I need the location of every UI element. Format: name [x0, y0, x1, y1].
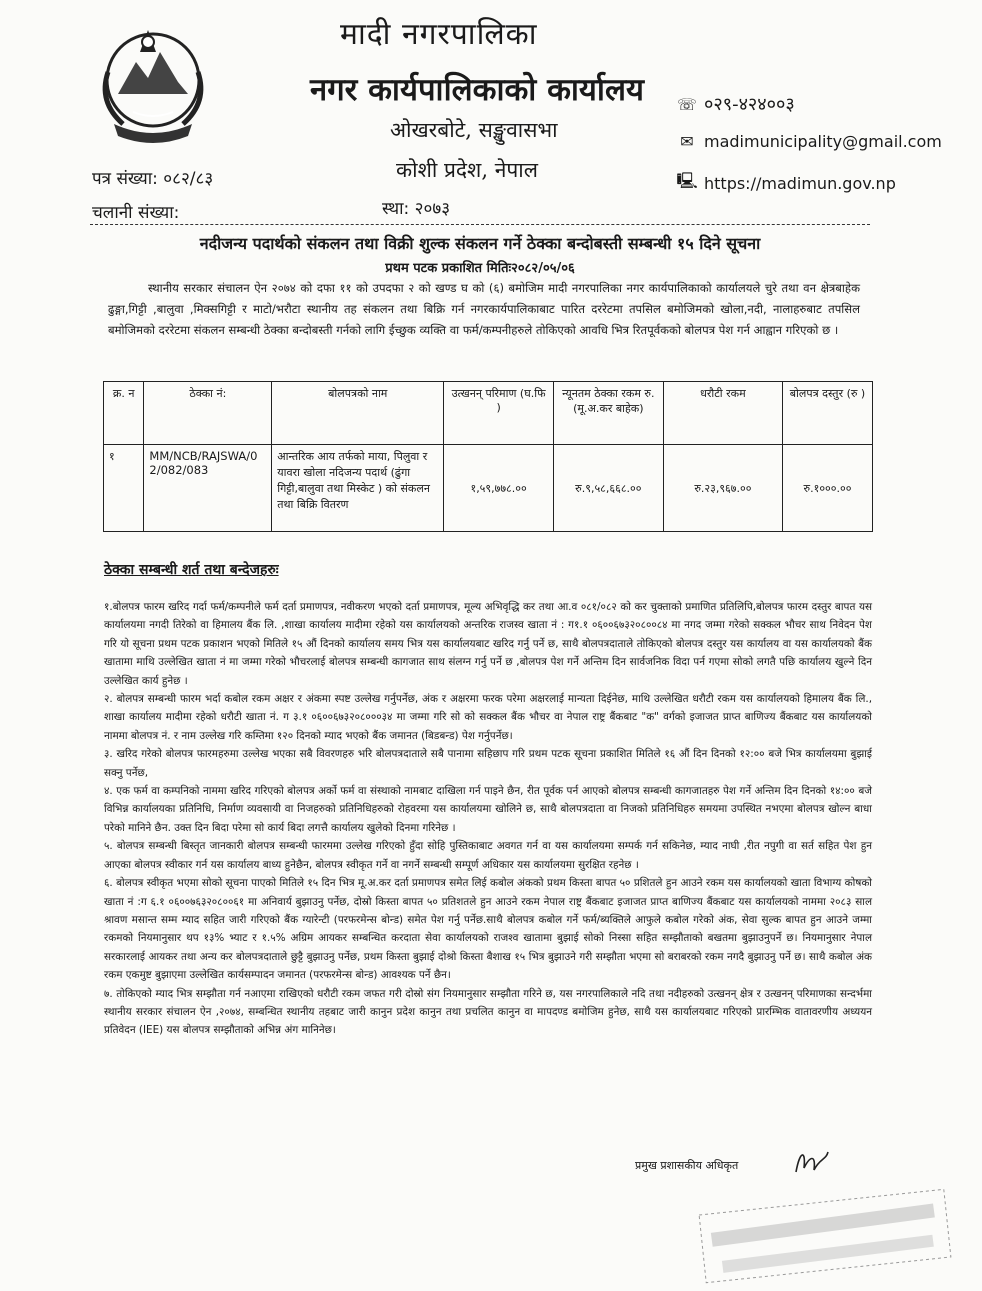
cell-sn: १ — [104, 445, 144, 532]
signatory-title: प्रमुख प्रशासकीय अधिकृत — [635, 1159, 739, 1172]
office-name: नगर कार्यपालिकाको कार्यालय — [310, 72, 644, 108]
cell-min-amount: रु.९,५८,६६८.०० — [553, 445, 663, 532]
col-header-deposit: धरौटी रकम — [663, 382, 782, 445]
address-line-2: कोशी प्रदेश, नेपाल — [396, 158, 538, 182]
cell-deposit: रु.२३,९६७.०० — [663, 445, 782, 532]
phone-number: ०२९-४२४००३ — [704, 94, 795, 115]
condition-item: ४. एक फर्म वा कम्पनिको नाममा खरिद गरिएको बोलपत्र अर्को फर्म वा संस्थाको नामबाट दाखिला गर्न पाइने छैन, रीत पूर्वक पर्न आएको बोलपत्र सम्बन्धी कागजातहरु पेश गर्ने अन्तिम दिन दिनको १४:०० बजे विभिन्न कार्यालयका प्रतिनिधि, निर्माण व्यवसायी वा निजहरुको प्रतिनिधिहरुको रोहवरमा यस कार्यालयमा खोलिने छ, साथै बोलपत्रदाता वा निजको प्रतिनिधिहरु समयमा उपस्थित नभएमा बोलपत्र खोल्न बाधा परेको मानिने छैन. उक्त दिन बिदा परेमा सो कार्य बिदा लगत्तै कार्यालय खुलेको दिनमा गरिनेछ । — [104, 785, 872, 834]
col-header-contract-no: ठेक्का नं: — [144, 382, 272, 445]
nepal-emblem-logo — [78, 12, 228, 152]
col-header-bid-name: बोलपत्रको नाम — [272, 382, 444, 445]
published-date: प्रथम पटक प्रकाशित मितिः२०८२/०५/०६ — [385, 261, 575, 276]
condition-item: ६. बोलपत्र स्वीकृत भएमा सोको सूचना पाएको मितिले १५ दिन भित्र मू.अ.कर दर्ता प्रमाणपत्र समेत लिई कबोल अंकको प्रथम किस्ता बापत ५० प्रशितले हुन आउने रकम यस कार्यालयको खाता विभाग्य कोषको खाता नं :ग ६.१ ०६००७६३२०८००६१ मा अनिवार्य बुझाउनु पर्नेछ, दोस्रो किस्ता बापत ५० प्रतिशतले हुन आउने रकम नेपाल राष्ट्र बैंकबाट इजाजत प्राप्त बाणिज्य बैंकबाट यस कार्यालयको नाममा २०८३ साल श्रावण मसान्त सम्म म्याद सहित जारी गरिएको बैंक ग्यारेन्टी (परफरमेन्स बोन्ड) समेत पेश गर्नु पर्नेछ.साथै बोलपत्र कबोल गर्ने फर्म/ब्यक्तिले आफुले कबोल गरेको अंक, सेवा सुल्क बापत हुन आउने जम्मा रकमको नियमानुसार थप १३% भ्याट र १.५% अग्रिम आयकर सम्बन्धित करदाता सेवा कार्यालयको राजश्व खातामा बुझाई सोको निस्सा सहित सम्झौताको बखतमा बुझाउनुपर्ने छ। नियमानुसार नेपाल सरकारलाई आयकर तथा अन्य कर बोलपत्रदाताले छुट्टै बुझाउनु पर्नेछ, प्रथम किस्ता बुझाई दोश्रो किस्ता बैशाख १५ भित्र बुझाउने गरी सम्झौता भएमा सो बराबरको रकम नगदै बुझाउनु पर्ने छ। साथै कबोल अंक रकम एकमुष्ट बुझाएमा उल्लेखित कार्यसम्पादन जमानत (परफरमेन्स बोन्ड) आवश्यक पर्ने छैन। — [104, 877, 872, 982]
col-header-fee: बोलपत्र दस्तुर (रु ) — [783, 382, 873, 445]
computer-icon: 🖳 — [676, 171, 698, 190]
website-contact — [676, 170, 896, 197]
handwritten-signature — [792, 1146, 832, 1178]
condition-item: ५. बोलपत्र सम्बन्धी बिस्तृत जानकारी बोलपत्र सम्बन्धी फारममा उल्लेख गरिएको हुँदा सोहि पुस्तिकाबाट अवगत गर्न वा यस कार्यालयमा सम्पर्क गर्न सकिनेछ, म्याद नाघी ,रीत नपुगी वा सर्त सहित पेश हुन आएका बोलपत्र स्वीकार गर्न यस कार्यालय बाध्य हुनेछैन, बोलपत्र स्वीकृत गर्ने वा नगर्ने सम्बन्धी सम्पूर्ण अधिकार यस कार्यालयमा सुरक्षित रहनेछ । — [104, 840, 872, 871]
condition-item: २. बोलपत्र सम्बन्धी फारम भर्दा कबोल रकम अक्षर र अंकमा स्पष्ट उल्लेख गर्नुपर्नेछ, अंक र अक्षरमा फरक परेमा अक्षरलाई मान्यता दिईनेछ, माथि उल्लेखित धरौटी रकम यस कार्यालयको हिमालय बैंक लि., शाखा कार्यालय मादीमा रहेको धरौटी खाता नं. ग ३.१ ०६००६७३२०८०००३४ मा जम्मा गरि सो को सक्कल बैंक भौचर वा नेपाल राष्ट्र बैंकबाट "क" वर्गको इजाजत प्राप्त बाणिज्य बैंकबाट यस कार्यालयको नाममा बोलपत्र नं. र नाम उल्लेख गरि कम्तिमा १२० दिनको म्याद भएको बैंक जमानत (बिडबन्ड) पेश गर्नुपर्नेछ। — [104, 693, 872, 742]
col-header-quantity: उत्खनन् परिमाण (घ.फि ) — [444, 382, 554, 445]
header-divider — [90, 224, 870, 225]
phone-contact — [676, 92, 795, 116]
condition-item: ३. खरिद गरेको बोलपत्र फारमहरुमा उल्लेख भएका सबै विवरणहरु भरि बोलपत्रदाताले सबै पानामा सहिछाप गरि प्रथम पटक सूचना प्रकाशित मितिले १६ औं दिन दिनको १२:०० बजे भित्र कार्यालयमा बुझाई सक्नु पर्नेछ, — [104, 748, 872, 779]
notice-title: नदीजन्य पदार्थको संकलन तथा विक्री शुल्क संकलन गर्ने ठेक्का बन्दोबस्ती सम्बन्धी १५ दिने सूचना — [199, 234, 761, 253]
table-row — [104, 445, 873, 532]
conditions-heading: ठेक्का सम्बन्धी शर्त तथा बन्देजहरुः — [104, 562, 279, 578]
cell-contract-no: MM/NCB/RAJSWA/02/082/083 — [144, 445, 272, 532]
official-stamp — [697, 1185, 954, 1287]
col-header-sn: क्र. न — [104, 382, 144, 445]
table-header-row — [104, 382, 873, 445]
letter-number: पत्र संख्या: ०८२/८३ — [92, 169, 214, 189]
email-address: madimunicipality@gmail.com — [704, 132, 942, 151]
municipality-name: मादी नगरपालिका — [340, 17, 538, 52]
established-year: स्था: २०७३ — [382, 199, 451, 219]
dispatch-number: चलानी संख्या: — [92, 203, 180, 223]
notice-intro: स्थानीय सरकार संचालन ऐन २०७४ को दफा ११ को उपदफा २ को खण्ड घ को (६) बमोजिम मादी नगरपालिका नगर कार्यपालिकाको कार्यालयले चुरे तथा वन क्षेत्रबाहेक ढुङ्गा,गिट्टी ,बालुवा ,मिक्सगिट्टी र माटो/भरौटा स्थानीय तह संकलन तथा बिक्रि गर्न नगरकार्यपालिकाबाट पारित दररेटमा तपसिल बमोजिमको खोला,नदी, नालाहरुबाट तपसिल बमोजिमको दररेटमा संकलन सम्बन्धी ठेक्का बन्दोबस्ती गर्नको लागि ईच्छुक व्यक्ति वा फर्म/कम्पनीहरुले तोकिएको आवधि भित्र रितपूर्वकको बोलपत्र पेश गर्न आह्वान गरिएको छ । — [108, 281, 860, 337]
col-header-min-amount: न्यूनतम ठेक्का रकम रु.(मू.अ.कर बाहेक) — [553, 382, 663, 445]
condition-item: ७. तोकिएको म्याद भित्र सम्झौता गर्न नआएमा राखिएको धरौटी रकम जफत गरी दोस्रो संग नियमानुसार सम्झौता गरिने छ, यस नगरपालिकाले नदि तथा नदीहरुको उत्खनन् क्षेत्र र उत्खनन् परिमाणका सन्दर्भमा स्थानीय सरकार संचालन ऐन ,२०७४, सम्बन्धित स्थानीय तहबाट जारी कानुन प्रदेश कानुन तथा प्रचलित कानुन वा मापदण्ड बमोजिम हुनेछ, साथै यस कार्यालयबाट गरिएको प्रारम्भिक वातावरणीय अध्ययन प्रतिवेदन (IEE) यस बोलपत्र सम्झौताको अभिन्न अंग मानिनेछ। — [104, 987, 872, 1037]
email-contact — [676, 132, 942, 151]
cell-bid-name: आन्तरिक आय तर्फको माया, पिलुवा र यावरा खोला नदिजन्य पदार्थ (ढुंगा गिट्टी,बालुवा तथा मिस्केट ) को संकलन तथा बिक्रि वितरण — [272, 445, 444, 532]
cell-fee: रु.१०००.०० — [783, 445, 873, 532]
phone-icon: ☏ — [676, 94, 697, 114]
website-url: https://madimun.gov.np — [704, 174, 896, 193]
tender-table — [103, 381, 873, 532]
cell-quantity: १,५९,७७८.०० — [444, 445, 554, 532]
condition-item: १.बोलपत्र फारम खरिद गर्दा फर्म/कम्पनीले फर्म दर्ता प्रमाणपत्र, नवीकरण भएको दर्ता प्रमाणपत्र, मूल्य अभिवृद्धि कर तथा आ.व ०८१/०८२ को कर चुक्ताको प्रमाणित प्रतिलिपि,बोलपत्र फारम दस्तुर बापत यस कार्यालयमा नगदी तिरेको वा हिमालय बैंक लि. ,शाखा कार्यालय मादीमा रहेको यस कार्यालयको अन्तरिक राजस्व खाता नं : ग१.१ ०६००६७३२०८००८४ मा नगद जम्मा गरेको सक्कल भौचर साथ निवेदन पेश गरि यो सूचना प्रथम पटक प्रकाशन भएको मितिले १५ औं दिनको कार्यालय समय भित्र यस कार्यालयबाट खरिद गर्नु पर्ने छ, साथै बोलपत्रदाताले तोकिएको बोलपत्र दस्तुर यस कार्यालय वा यस कार्यालयको बैंक खातामा माथि उल्लेखित खाता नं मा जम्मा गरेको भौचरलाई बोलपत्र सम्बन्धी कागजात साथ संलग्न गर्नु पर्ने छ ,बोलपत्र पेश गर्ने अन्तिम दिन सार्वजनिक विदा पर्न गएमा सोको लगतै पछि कार्यालय खुल्ने दिन उल्लेखित कार्य हुनेछ । — [104, 601, 872, 687]
conditions-list — [104, 598, 872, 1040]
envelope-icon: ✉ — [680, 132, 694, 151]
address-line-1: ओखरबोटे, सङ्खुवासभा — [390, 118, 558, 142]
